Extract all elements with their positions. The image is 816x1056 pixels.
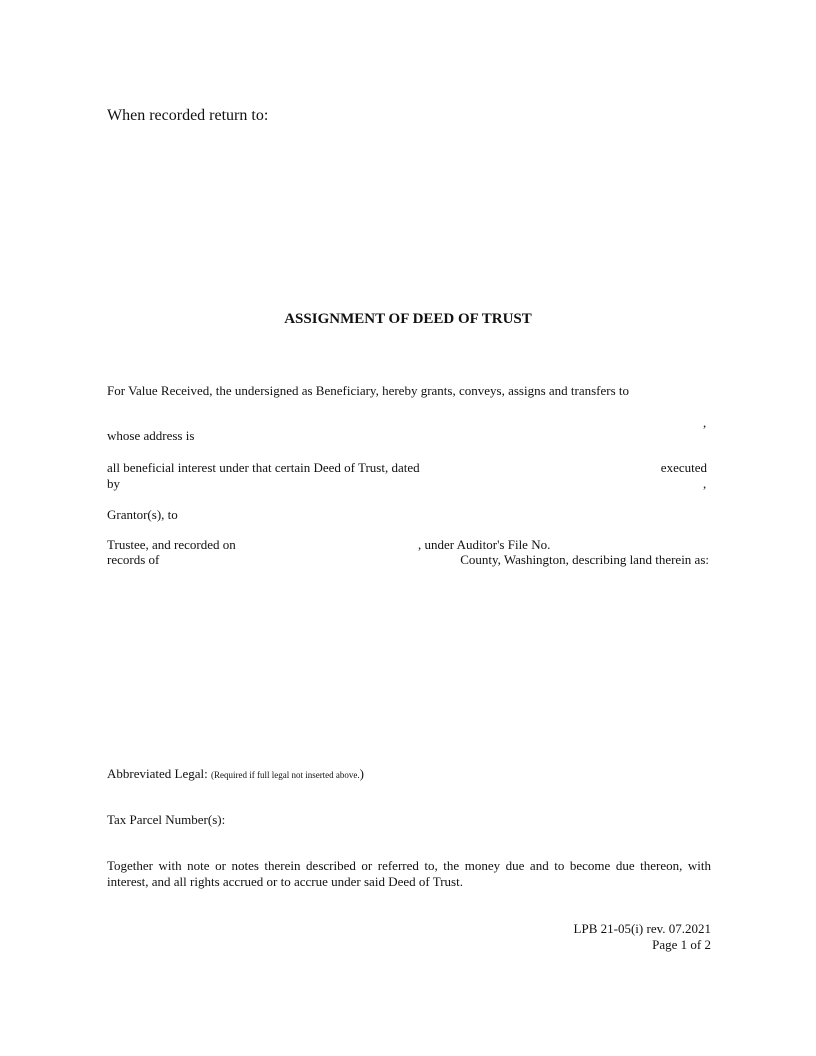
value-received-text: For Value Received, the undersigned as Beneficiary, hereby grants, conveys, assigns and transfers to: [107, 383, 630, 398]
abbreviated-legal-label: Abbreviated Legal:: [107, 766, 208, 781]
page-number: Page 1 of 2: [652, 937, 711, 952]
executed-label: executed: [660, 460, 707, 475]
form-number: LPB 21-05(i) rev. 07.2021: [573, 921, 711, 936]
beneficial-interest-text: all beneficial interest under that certain Deed of Trust, dated: [107, 460, 420, 475]
tax-parcel-label: Tax Parcel Number(s):: [107, 812, 226, 827]
by-label: by: [107, 476, 120, 491]
together-with-paragraph: Together with note or notes therein described or referred to, the money due and to become due thereon, with interest, and all rights accrued or to accrue under said Deed of Trust.: [107, 858, 711, 889]
grantors-to-label: Grantor(s), to: [107, 507, 178, 522]
records-of-label: records of: [107, 552, 160, 567]
comma-after-assignee: ,: [703, 415, 707, 430]
county-washington-text: County, Washington, describing land therein as:: [460, 552, 709, 567]
document-title: ASSIGNMENT OF DEED OF TRUST: [284, 311, 532, 327]
abbreviated-legal-note: (Required if full legal not inserted above.: [210, 770, 360, 780]
abbreviated-legal-line: [107, 766, 364, 783]
return-to-label: When recorded return to:: [107, 107, 269, 124]
abbreviated-legal-close: ): [359, 766, 365, 781]
auditors-file-label: , under Auditor's File No.: [418, 537, 551, 552]
trustee-recorded-label: Trustee, and recorded on: [107, 537, 236, 552]
comma-after-grantor: ,: [703, 476, 707, 491]
whose-address-label: whose address is: [107, 428, 195, 443]
